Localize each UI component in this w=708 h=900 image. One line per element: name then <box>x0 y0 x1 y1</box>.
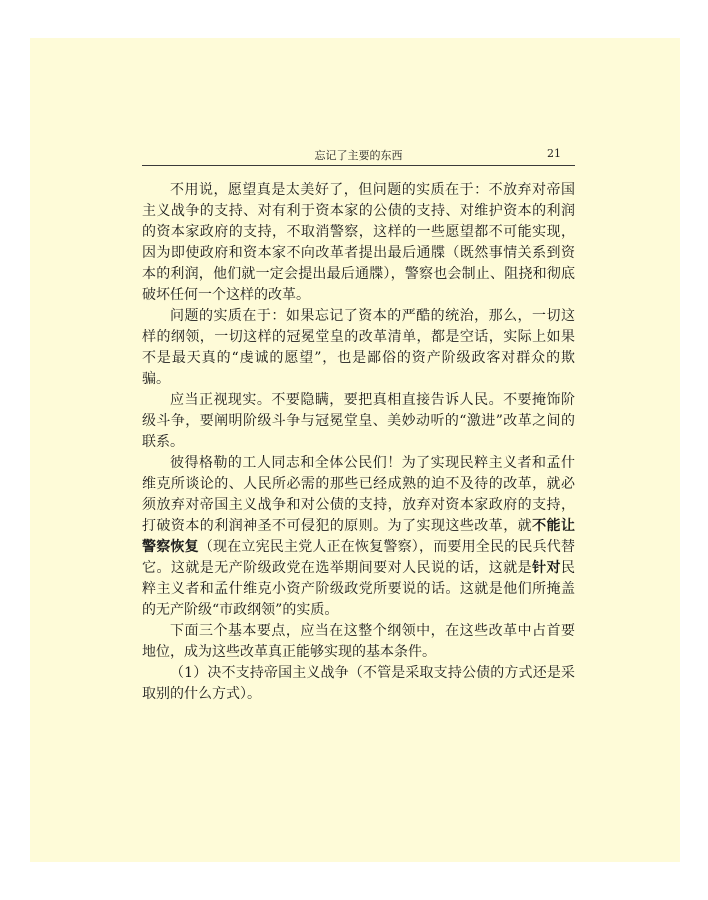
chapter-title: 忘记了主要的东西 <box>314 149 403 162</box>
paragraph-4-text-a: 彼得格勒的工人同志和全体公民们！为了实现民粹主义者和孟什维克所谈论的、人民所必需的那些已经成熟的迫不及待的改革，就必须放弃对帝国主义战争和对公债的支持，放弃对资本家政府的支持，打破资本的利润神圣不可侵犯的原则。为了实现这些改革，就 <box>142 455 575 534</box>
page-number: 21 <box>547 147 561 160</box>
running-header <box>142 143 575 166</box>
emphasis-police: 不能让警察恢复 <box>142 518 576 555</box>
paragraph-4 <box>142 453 575 621</box>
paragraph-4-text-b: （现在立宪民主党人正在恢复警察），而要用全民的民兵代替它。这就是无产阶级政党在选举期间要对人民说的话，这就是 <box>142 539 576 576</box>
paragraph-1: 不用说，愿望真是太美好了，但问题的实质在于：不放弃对帝国主义战争的支持、对有利于资本家的公债的支持、对维护资本的利润的资本家政府的支持，不取消警察，这样的一些愿望都不可能实现，因为即使政府和资本家不向改革者提出最后通牒（既然事情关系到资本的利润，他们就一定会提出最后通牒），警察也会制止、阻挠和彻底破坏任何一个这样的改革。 <box>142 182 575 303</box>
paragraph-5: 下面三个基本要点，应当在这整个纲领中，在这些改革中占首要地位，成为这些改革真正能够实现的基本条件。 <box>142 623 575 660</box>
emphasis-against: 针对 <box>532 560 562 576</box>
paragraph-6: （1）决不支持帝国主义战争（不管是采取支持公债的方式还是采取别的什么方式）。 <box>142 665 575 702</box>
page-body <box>142 180 575 705</box>
paragraph-3: 应当正视现实。不要隐瞒，要把真相直接告诉人民。不要掩饰阶级斗争，要阐明阶级斗争与冠冕堂皇、美妙动听的“激进”改革之间的联系。 <box>142 392 575 450</box>
paragraph-4-text-c: 民粹主义者和孟什维克小资产阶级政党所要说的话。这就是他们所掩盖的无产阶级“市政纲领”的实质。 <box>142 560 576 618</box>
paragraph-2: 问题的实质在于：如果忘记了资本的严酷的统治，那么，一切这样的纲领，一切这样的冠冕堂皇的改革清单，都是空话，实际上如果不是最天真的“虔诚的愿望”，也是鄙俗的资产阶级政客对群众的欺骗。 <box>142 308 575 387</box>
